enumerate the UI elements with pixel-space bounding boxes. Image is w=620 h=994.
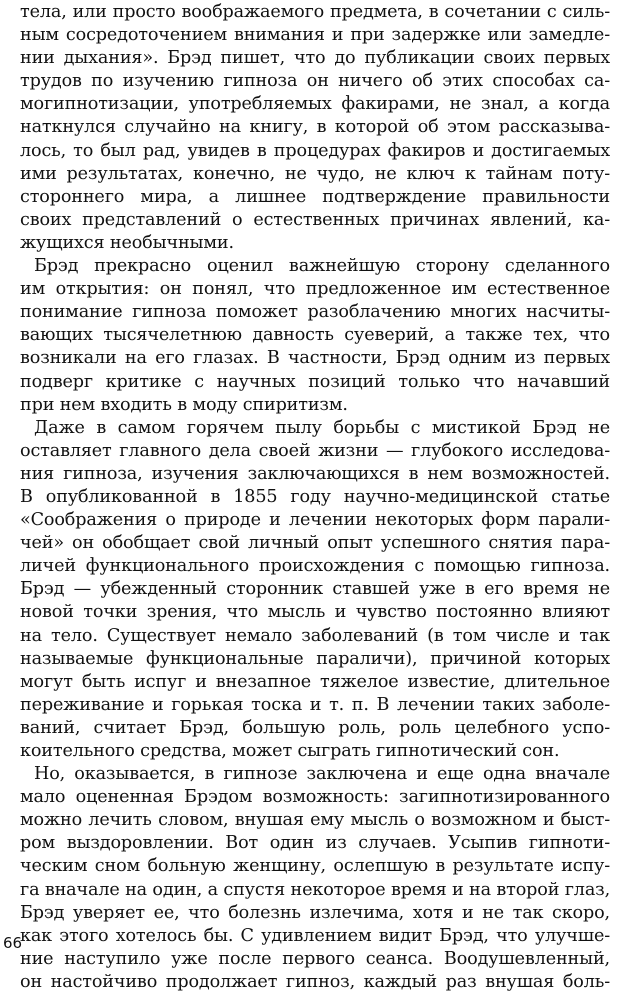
text-line: наткнулся случайно на книгу, в которой об этом рассказыва- xyxy=(20,117,610,138)
text-line: жущихся необычными. xyxy=(20,232,234,253)
text-line: на тело. Существует немало заболеваний (в том числе и так xyxy=(20,625,610,646)
text-line: оставляет главного дела своей жизни — глубокого исследова- xyxy=(20,440,610,461)
text-line: ром выздоровлении. Вот один из случаев. Усыпив гипноти- xyxy=(20,833,610,854)
paragraph-start-line: Но, оказывается, в гипнозе заключена и еще одна вначале xyxy=(34,764,610,785)
paragraph-start-line: Брэд прекрасно оценил важнейшую сторону сделанного xyxy=(34,256,610,277)
text-line: понимание гипноза поможет разоблачению многих насчиты- xyxy=(20,302,610,323)
text-line: мало оцененная Брэдом возможность: загипнотизированного xyxy=(20,787,610,808)
text-line: им открытия: он понял, что предложенное им естественное xyxy=(20,279,610,300)
text-line: В опубликованной в 1855 году научно-медицинской статье xyxy=(20,486,610,507)
text-line: он настойчиво продолжает гипноз, каждый раз внушая боль- xyxy=(20,971,610,992)
text-line: ими результатах, конечно, не чудо, не ключ к тайнам поту- xyxy=(20,163,610,184)
text-line: возникали на его глазах. В частности, Брэд одним из первых xyxy=(20,348,610,369)
text-line: тела, или просто воображаемого предмета, в сочетании с силь- xyxy=(20,2,610,22)
text-line: могипнотизации, употребляемых факирами, не знал, а когда xyxy=(20,94,610,115)
text-line: личей функционального происхождения с помощью гипноза. xyxy=(20,556,610,577)
text-line: вающих тысячелетнюю давность суеверий, а также тех, что xyxy=(20,325,610,346)
text-line: «Соображения о природе и лечении некоторых форм парали- xyxy=(20,510,610,531)
text-line: Брэд — убежденный сторонник ставшей уже в его время не xyxy=(20,579,610,600)
text-line: га вначале на один, а спустя некоторое время и на второй глаз, xyxy=(20,879,610,900)
text-line: чей» он обобщает свой личный опыт успешного снятия пара- xyxy=(20,533,610,554)
paragraph-start-line: Даже в самом горячем пылу борьбы с мистикой Брэд не xyxy=(34,417,610,438)
text-line: могут быть испуг и внезапное тяжелое известие, длительное xyxy=(20,671,610,692)
page-number: 66 xyxy=(3,934,23,952)
text-line: Брэд уверяет ее, что болезнь излечима, хотя и не так скоро, xyxy=(20,902,610,923)
text-line: своих представлений о естественных причинах явлений, ка- xyxy=(20,209,610,230)
text-line: ческим сном больную женщину, ослепшую в результате испу- xyxy=(20,856,610,877)
text-line: новой точки зрения, что мысль и чувство постоянно влияют xyxy=(20,602,610,623)
text-line: стороннего мира, а лишнее подтверждение правильности xyxy=(20,186,610,207)
body-text xyxy=(20,1,610,994)
text-line: ным сосредоточением внимания и при задержке или замедле- xyxy=(20,25,610,46)
text-line: нии дыхания». Брэд пишет, что до публикации своих первых xyxy=(20,48,610,69)
text-line: ние наступило уже после первого сеанса. Воодушевленный, xyxy=(20,948,610,969)
text-line: при нем входить в моду спиритизм. xyxy=(20,394,348,415)
text-line: ния гипноза, изучения заключающихся в нем возможностей. xyxy=(20,463,610,484)
text-line: лось, то был рад, увидев в процедурах факиров и достигаемых xyxy=(20,140,610,161)
text-line: ваний, считает Брэд, большую роль, роль целебного успо- xyxy=(20,717,610,738)
text-line: коительного средства, может сыграть гипнотический сон. xyxy=(20,741,560,761)
text-line: называемые функциональные параличи), причиной которых xyxy=(20,648,610,669)
text-line: трудов по изучению гипноза он ничего об этих способах са- xyxy=(20,71,610,92)
text-line: можно лечить словом, внушая ему мысль о возможном и быст- xyxy=(20,810,610,831)
text-line: как этого хотелось бы. С удивлением видит Брэд, что улучше- xyxy=(20,925,610,946)
text-line: подверг критике с научных позиций только что начавший xyxy=(20,371,610,392)
text-line: переживание и горькая тоска и т. п. В лечении таких заболе- xyxy=(20,694,610,715)
